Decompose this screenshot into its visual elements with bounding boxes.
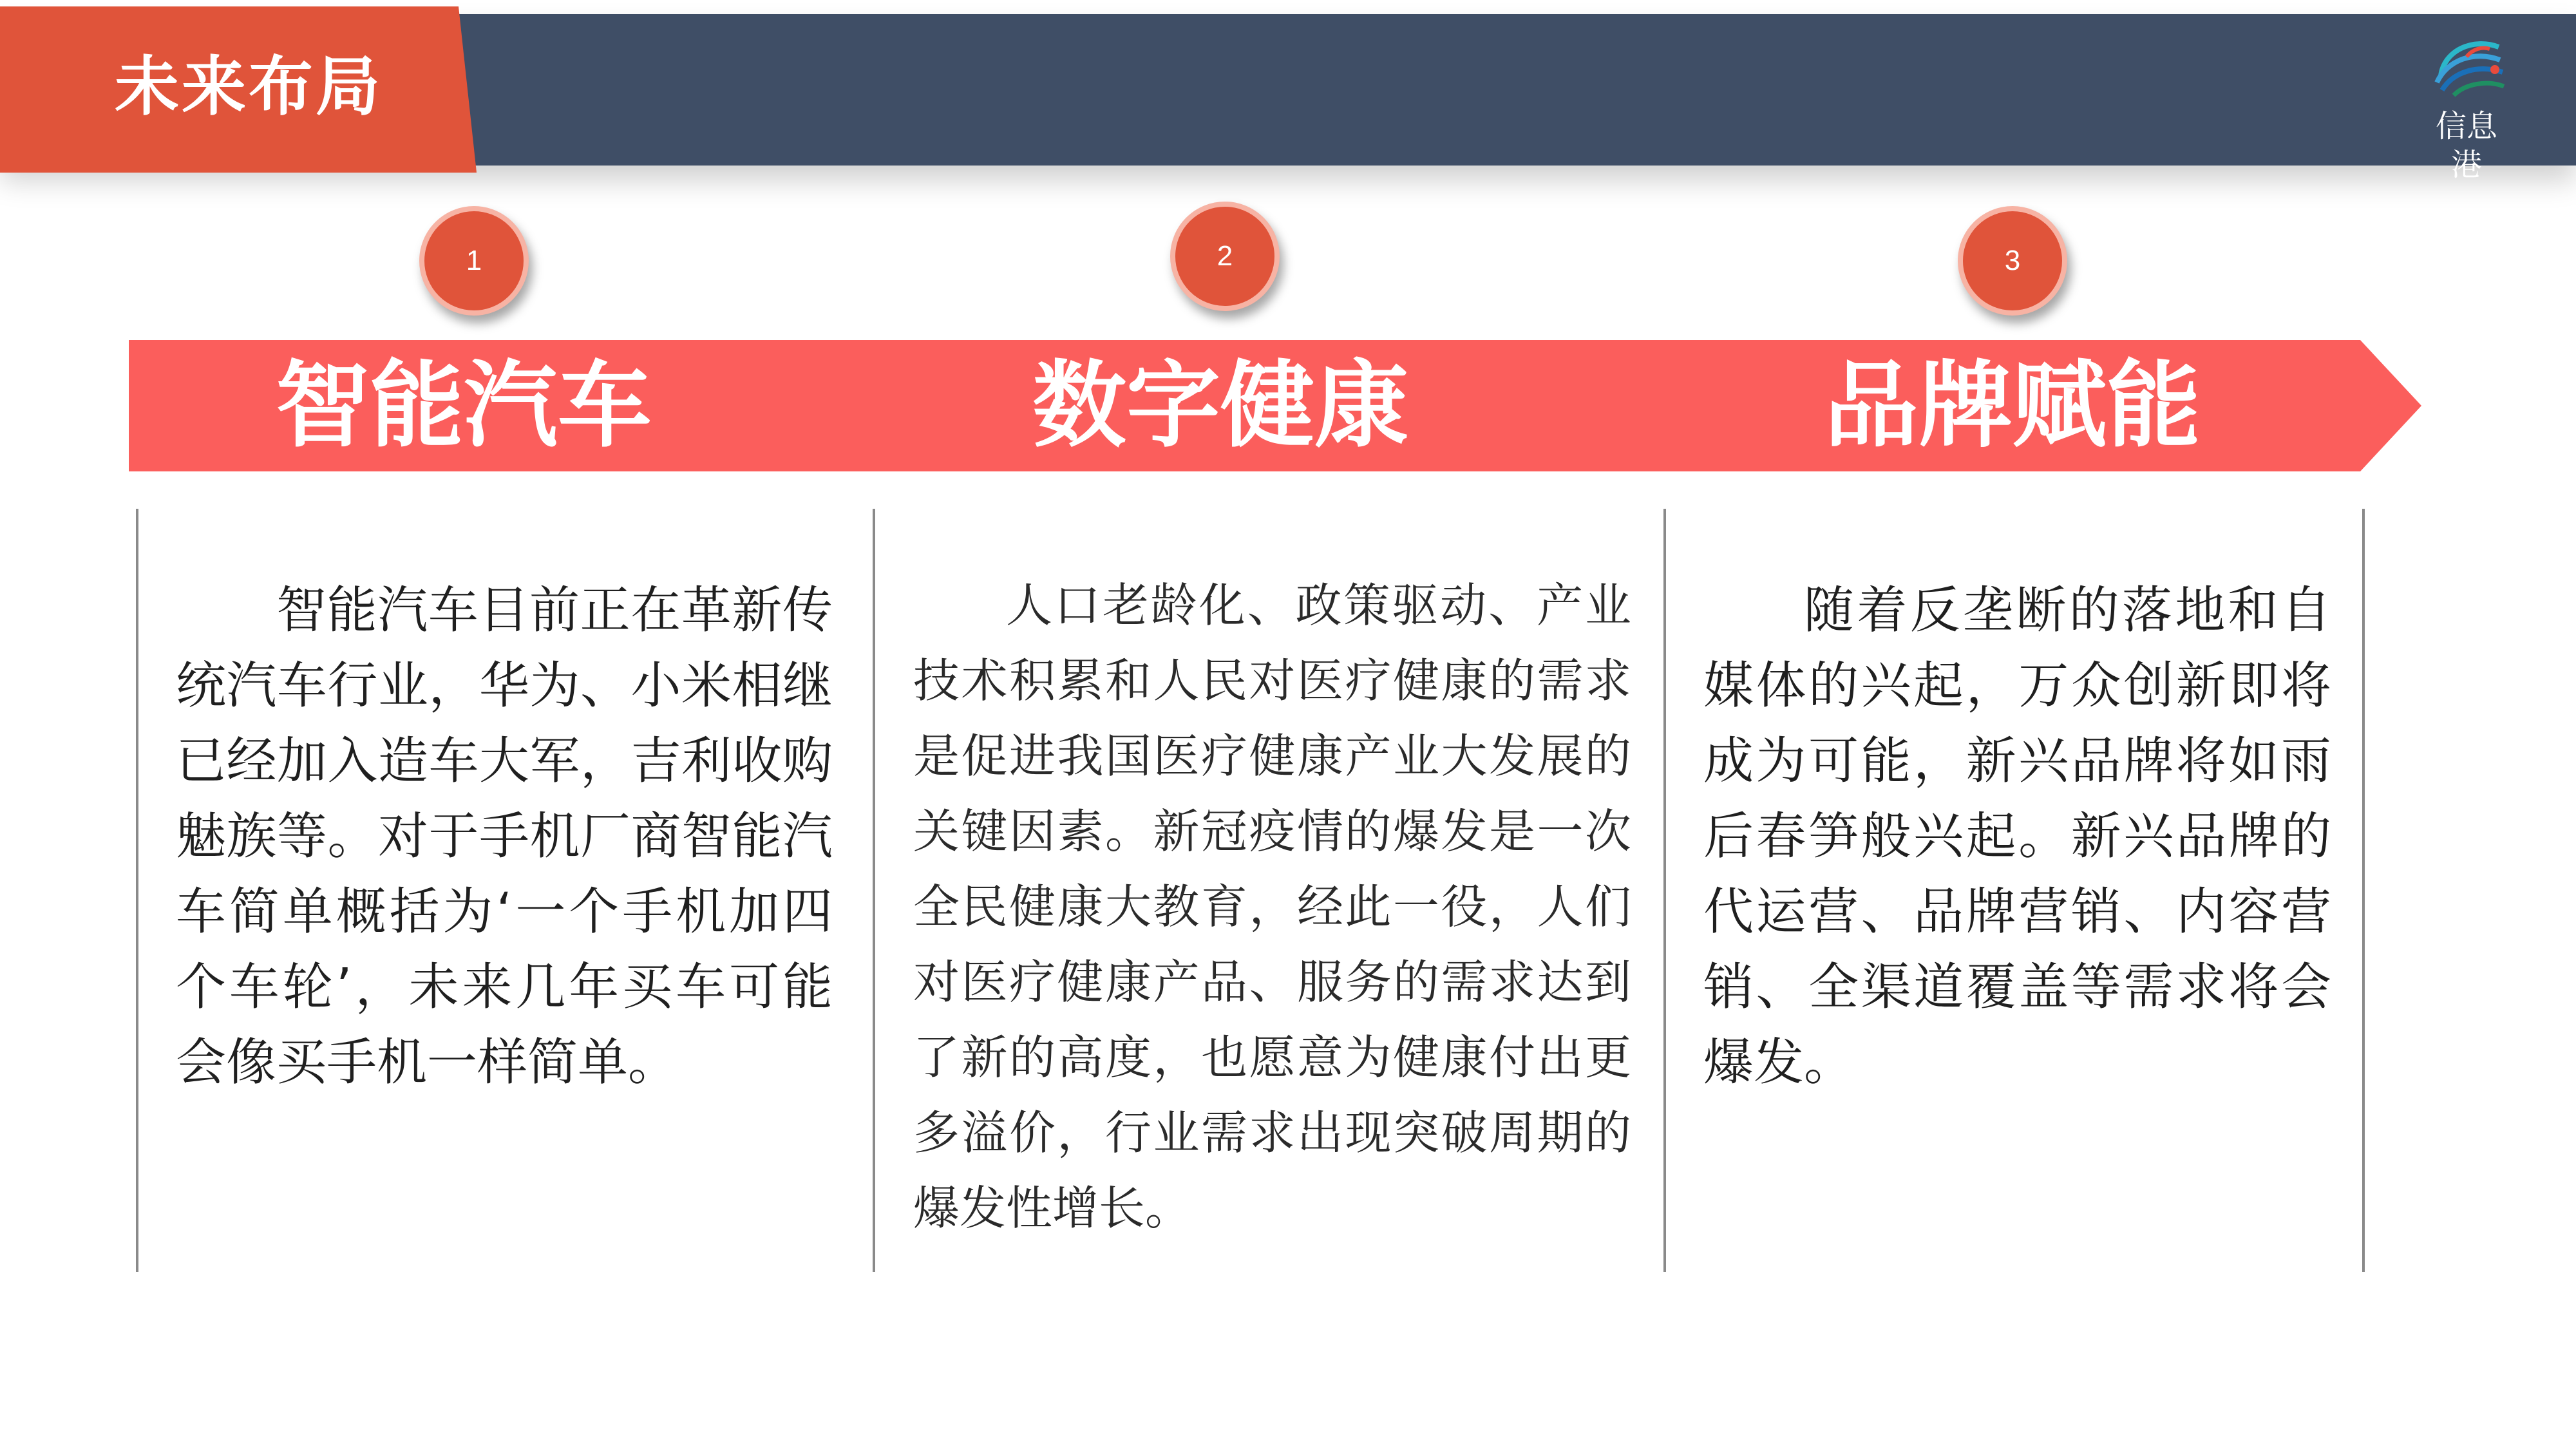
swirl-logo-icon [2428,31,2512,102]
heading-smart-car: 智能汽车 [276,351,652,460]
step-number-3: 3 [1958,206,2067,316]
body-text-digital-health: 人口老龄化、政策驱动、产业技术积累和人民对医疗健康的需求是促进我国医疗健康产业大发展的关键因素。新冠疫情的爆发是一次全民健康大教育，经此一役，人们对医疗健康产品、服务的需求达到了新的高度，也愿意为健康付出更多溢价，行业需求出现突破周期的爆发性增长。 [913,578,1631,1235]
column-brand-empower [1703,573,2331,1101]
logo-label: 信息港 [2435,108,2497,183]
step-number-2: 2 [1170,202,1280,311]
brand-logo [2421,31,2512,183]
body-text-smart-car: 智能汽车目前正在革新传统汽车行业，华为、小米相继已经加入造车大军，吉利收购魅族等。对于手机厂商智能汽车简单概括为‘一个手机加四个车轮’，未来几年买车可能会像买手机一样简单。 [176,582,833,1092]
heading-digital-health: 数字健康 [1032,351,1408,460]
page-title: 未来布局 [115,49,383,124]
column-divider [2362,509,2365,1272]
step-number-1: 1 [419,206,529,316]
column-digital-health [913,568,1631,1246]
heading-brand-empower: 品牌赋能 [1824,351,2201,460]
column-divider [136,509,138,1272]
column-smart-car [176,573,833,1101]
column-divider [873,509,875,1272]
column-divider [1663,509,1666,1272]
body-text-brand-empower: 随着反垄断的落地和自媒体的兴起，万众创新即将成为可能，新兴品牌将如雨后春笋般兴起。新兴品牌的代运营、品牌营销、内容营销、全渠道覆盖等需求将会爆发。 [1703,582,2331,1092]
